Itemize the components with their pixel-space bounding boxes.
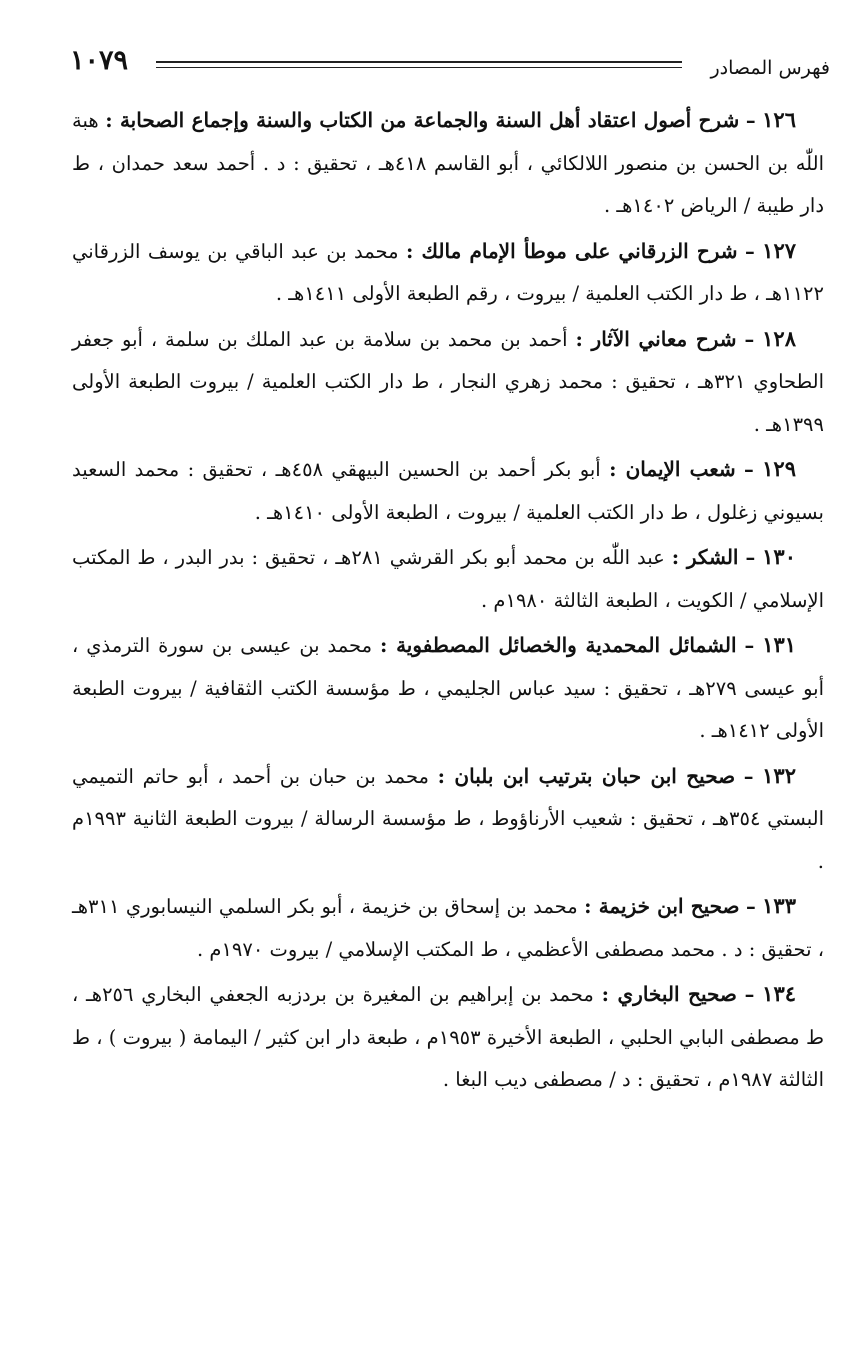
entry-dash: –	[744, 634, 755, 657]
bibliography-entry-128	[72, 318, 824, 447]
running-title: فهرس المصادر	[710, 57, 830, 79]
header-rule	[156, 61, 682, 68]
bibliography-entry-131	[72, 624, 824, 753]
entry-dash: –	[745, 239, 755, 263]
entry-body: محمد بن عيسى بن سورة الترمذي ، أبو عيسى ٢٧٩هـ ، تحقيق : سيد عباس الجليمي ، ط مؤسسة الكتب الثقافية / بيروت الطبعة الأولى ١٤١٢هـ .	[72, 634, 825, 742]
entry-dash: –	[745, 109, 756, 132]
entry-number: ١٢٨	[762, 325, 796, 351]
entry-body: عبد اللّٰه بن محمد أبو بكر القرشي ٢٨١هـ ، تحقيق : بدر البدر ، ط المكتب الإسلامي / الكويت ، الطبعة الثالثة ١٩٨٠م .	[72, 546, 824, 612]
entry-number: ١٣٠	[762, 544, 796, 569]
entry-number: ١٢٦	[762, 107, 796, 132]
entry-title: شرح أصول اعتقاد أهل السنة والجماعة من الكتاب والسنة وإجماع الصحابة :	[105, 108, 740, 132]
entry-dash: –	[743, 764, 754, 788]
entry-body: هبة اللّٰه بن الحسن بن منصور اللالكائي ، أبو القاسم ٤١٨هـ ، تحقيق : د . أحمد سعد حمدان ، ط دار طيبة / الرياض ١٤٠٢هـ .	[72, 109, 824, 217]
entry-dash: –	[744, 327, 755, 351]
entry-title: شرح معاني الآثار :	[575, 326, 737, 351]
page-number: ١٠٧٩	[70, 45, 129, 76]
entry-number: ١٣٢	[762, 762, 796, 788]
bibliography-entry-126	[72, 99, 824, 228]
entry-number: ١٢٧	[762, 237, 797, 263]
entry-body: أبو بكر أحمد بن الحسين البيهقي ٤٥٨هـ ، تحقيق : محمد السعيد بسيوني زغلول ، ط دار الكتب العلمية / بيروت ، الطبعة الأولى ١٤١٠هـ .	[72, 458, 824, 524]
entry-title: صحيح ابن خزيمة :	[584, 894, 740, 918]
entry-number: ١٣١	[762, 632, 797, 657]
entry-title: صحيح ابن حبان بترتيب ابن بلبان :	[437, 763, 736, 788]
page-header	[70, 42, 830, 82]
bibliography-entry-127	[72, 230, 824, 316]
entry-dash: –	[744, 458, 754, 481]
bibliography-entry-130	[72, 536, 824, 622]
entry-body: محمد بن عبد الباقي بن يوسف الزرقاني ١١٢٢هـ ، ط دار الكتب العلمية / بيروت ، رقم الطبعة الأولى ١٤١١هـ .	[72, 239, 824, 305]
entry-body: أحمد بن محمد بن سلامة بن عبد الملك بن سلمة ، أبو جعفر الطحاوي ٣٢١هـ ، تحقيق : محمد زهري النجار ، ط دار الكتب العلمية / بيروت الطبعة الأولى ١٣٩٩هـ .	[72, 327, 824, 436]
entry-dash: –	[745, 895, 756, 918]
entry-number: ١٣٣	[762, 893, 796, 918]
entry-body: محمد بن حبان بن أحمد ، أبو حاتم التميمي البستي ٣٥٤هـ ، تحقيق : شعيب الأرناؤوط ، ط مؤسسة الرسالة / بيروت الطبعة الثانية ١٩٩٣م .	[72, 764, 824, 873]
entry-title: شرح الزرقاني على موطأ الإمام مالك :	[406, 238, 738, 263]
entry-number: ١٢٩	[762, 456, 796, 481]
entry-title: شعب الإيمان :	[609, 457, 736, 481]
bibliography-entry-129	[72, 448, 824, 534]
bibliography-list	[72, 99, 824, 1104]
entry-dash: –	[745, 546, 756, 569]
entry-title: الشمائل المحمدية والخصائل المصطفوية :	[380, 633, 737, 657]
bibliography-entry-134	[72, 973, 824, 1102]
bibliography-entry-132	[72, 755, 824, 884]
bibliography-entry-133	[72, 885, 824, 971]
entry-title: صحيح البخاري :	[601, 982, 737, 1006]
entry-body: محمد بن إسحاق بن خزيمة ، أبو بكر السلمي النيسابوري ٣١١هـ ، تحقيق : د . محمد مصطفى الأعظمي ، ط المكتب الإسلامي / بيروت ١٩٧٠م .	[72, 895, 824, 961]
entry-dash: –	[744, 983, 755, 1006]
entry-body: محمد بن إبراهيم بن المغيرة بن بردزبه الجعفي البخاري ٢٥٦هـ ، ط مصطفى البابي الحلبي ، الطبعة الأخيرة ١٩٥٣م ، طبعة دار ابن كثير / اليمامة ( بيروت ) ، ط الثالثة ١٩٨٧م ، تحقيق : د / مصطفى ديب البغا .	[72, 983, 824, 1091]
entry-number: ١٣٤	[762, 981, 797, 1006]
entry-title: الشكر :	[671, 545, 739, 569]
